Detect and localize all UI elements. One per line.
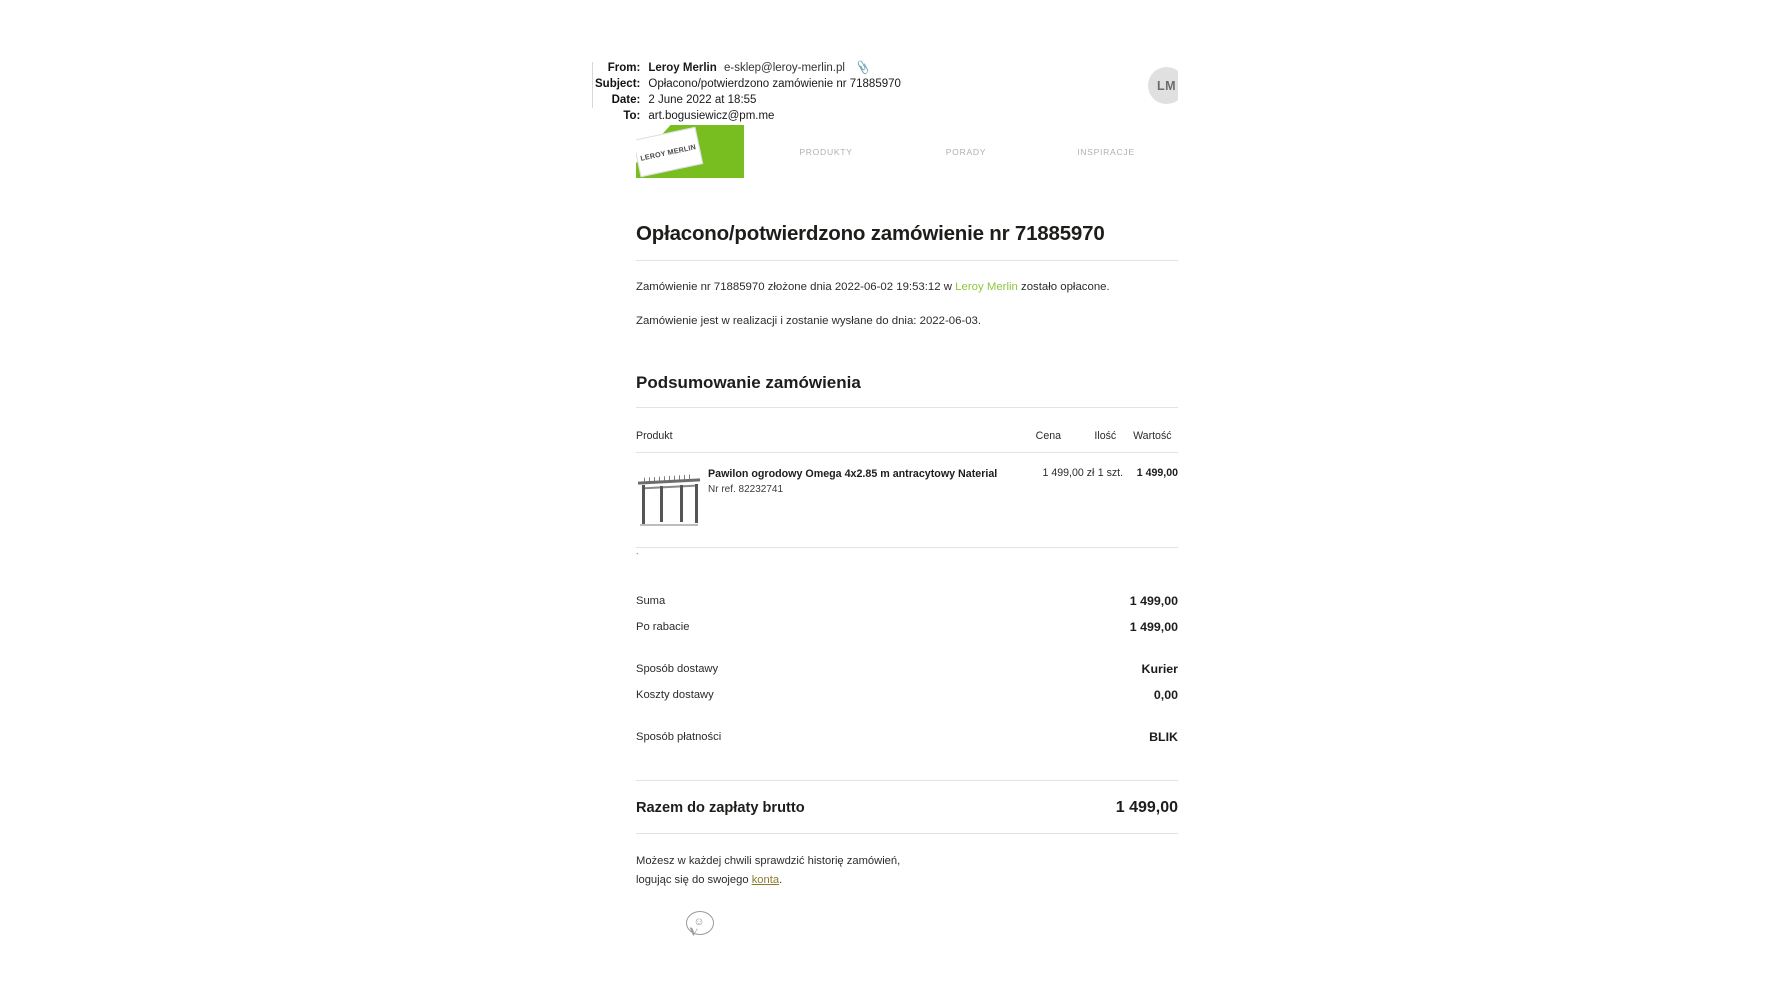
total-divider-bottom — [636, 833, 1178, 834]
product-reference: Nr ref. 82232741 — [708, 484, 784, 495]
product-image-ground — [640, 524, 698, 526]
page-title: Opłacono/potwierdzono zamówienie nr 71885970 — [636, 222, 1105, 245]
header-divider — [592, 62, 593, 108]
product-name[interactable]: Pawilon ogrodowy Omega 4x2.85 m antracytowy Naterial — [708, 468, 998, 480]
total-label: Razem do zapłaty brutto — [636, 800, 805, 816]
product-thumbnail-cell — [636, 453, 708, 548]
leroy-merlin-link[interactable]: Leroy Merlin — [955, 281, 1018, 293]
col-price: Cena — [1036, 430, 1095, 453]
summary-value-sposob-platnosci: BLIK — [1149, 730, 1178, 744]
product-image-leg-3 — [680, 485, 683, 522]
mail-metadata-header — [595, 62, 1155, 126]
mail-header-row-date — [595, 94, 901, 110]
intro-suffix: zostało opłacone. — [1017, 281, 1110, 293]
email-body — [636, 125, 1178, 890]
to-value[interactable]: art.bogusiewicz@pm.me — [648, 110, 775, 122]
avatar: LM — [1148, 67, 1185, 104]
summary-label-suma: Suma — [636, 595, 666, 607]
chat-bubble-person-icon[interactable] — [686, 911, 716, 937]
sender-name: Leroy Merlin — [648, 62, 717, 74]
mail-header-row-from — [595, 62, 901, 78]
summary-table — [636, 588, 1178, 750]
summary-heading: Podsumowanie zamówienia — [636, 373, 861, 392]
summary-value-suma: 1 499,00 — [1129, 594, 1178, 608]
product-qty: 1 szt. — [1094, 453, 1123, 548]
product-image-leg-4 — [695, 484, 698, 523]
footer-line-2 — [636, 871, 1178, 890]
products-table — [636, 430, 1178, 548]
total-value: 1 499,00 — [1115, 799, 1178, 816]
footer-note — [636, 852, 1178, 890]
chat-bubble-glyph: ☺ — [693, 916, 705, 928]
footer-line-2-suffix: . — [779, 874, 783, 886]
from-value — [648, 62, 901, 78]
col-product: Produkt — [636, 430, 1036, 453]
summary-row-sposob-dostawy — [636, 640, 1178, 682]
logo[interactable] — [636, 125, 744, 178]
subject-value: Opłacono/potwierdzono zamówienie nr 71885970 — [648, 78, 901, 90]
summary-row-sposob-platnosci — [636, 708, 1178, 750]
stray-tick-mark: ` — [636, 552, 639, 562]
pergola-product-image — [636, 467, 702, 533]
product-image-roof-lower — [642, 485, 696, 490]
summary-row-koszty-dostawy — [636, 682, 1178, 708]
product-image-leg-2 — [660, 486, 663, 522]
product-price: 1 499,00 zł — [1036, 453, 1095, 548]
summary-value-po-rabacie: 1 499,00 — [1129, 620, 1178, 634]
summary-label-sposob-platnosci: Sposób płatności — [636, 731, 722, 743]
intro-prefix: Zamówienie nr 71885970 złożone dnia 2022-06-02 19:53:12 w — [636, 281, 956, 293]
summary-label-koszty-dostawy: Koszty dostawy — [636, 689, 714, 701]
total-row — [636, 799, 1178, 817]
product-value: 1 499,00 — [1123, 453, 1178, 548]
summary-label-po-rabacie: Po rabacie — [636, 621, 690, 633]
col-qty: Ilość — [1094, 430, 1123, 453]
date-label: Date: — [611, 94, 641, 106]
product-image-leg-1 — [642, 485, 645, 525]
summary-row-suma — [636, 588, 1178, 614]
footer-line-1: Możesz w każdej chwili sprawdzić historię zamówień, — [636, 855, 901, 867]
col-value: Wartość — [1123, 430, 1178, 453]
nav-item-porady[interactable]: PORADY — [945, 146, 987, 157]
products-table-header-row — [636, 430, 1178, 453]
viewport-right-mask — [1178, 0, 1778, 1000]
table-row — [636, 453, 1178, 548]
nav-item-produkty[interactable]: PRODUKTY — [799, 146, 853, 157]
intro-paragraph — [636, 279, 1178, 295]
mail-header-row-to — [595, 110, 901, 126]
summary-row-po-rabacie — [636, 614, 1178, 640]
account-link[interactable]: konta — [751, 874, 780, 886]
sender-email[interactable]: e-sklep@leroy-merlin.pl — [723, 62, 845, 74]
date-value: 2 June 2022 at 18:55 — [648, 94, 757, 106]
shipping-paragraph: Zamówienie jest w realizacji i zostanie wysłane do dnia: 2022-06-03. — [636, 315, 982, 327]
mail-header-row-subject — [595, 78, 901, 94]
summary-label-sposob-dostawy: Sposób dostawy — [636, 663, 719, 675]
product-info-cell — [708, 453, 1036, 548]
title-divider — [636, 260, 1178, 261]
subject-label: Subject: — [595, 78, 641, 90]
from-label: From: — [607, 62, 641, 74]
nav-links — [756, 125, 1178, 178]
paperclip-icon[interactable]: 📎 — [855, 60, 872, 76]
summary-value-sposob-dostawy: Kurier — [1141, 662, 1178, 676]
nav-item-inspiracje[interactable]: INSPIRACJE — [1077, 146, 1135, 157]
summary-value-koszty-dostawy: 0,00 — [1153, 688, 1178, 702]
footer-line-2-prefix: logując się do swojego — [636, 874, 752, 886]
email-nav-bar — [636, 125, 1178, 178]
to-label: To: — [623, 110, 641, 122]
total-divider-top — [636, 780, 1178, 781]
summary-divider — [636, 407, 1178, 408]
logo-text: LEROY MERLIN — [639, 141, 697, 163]
